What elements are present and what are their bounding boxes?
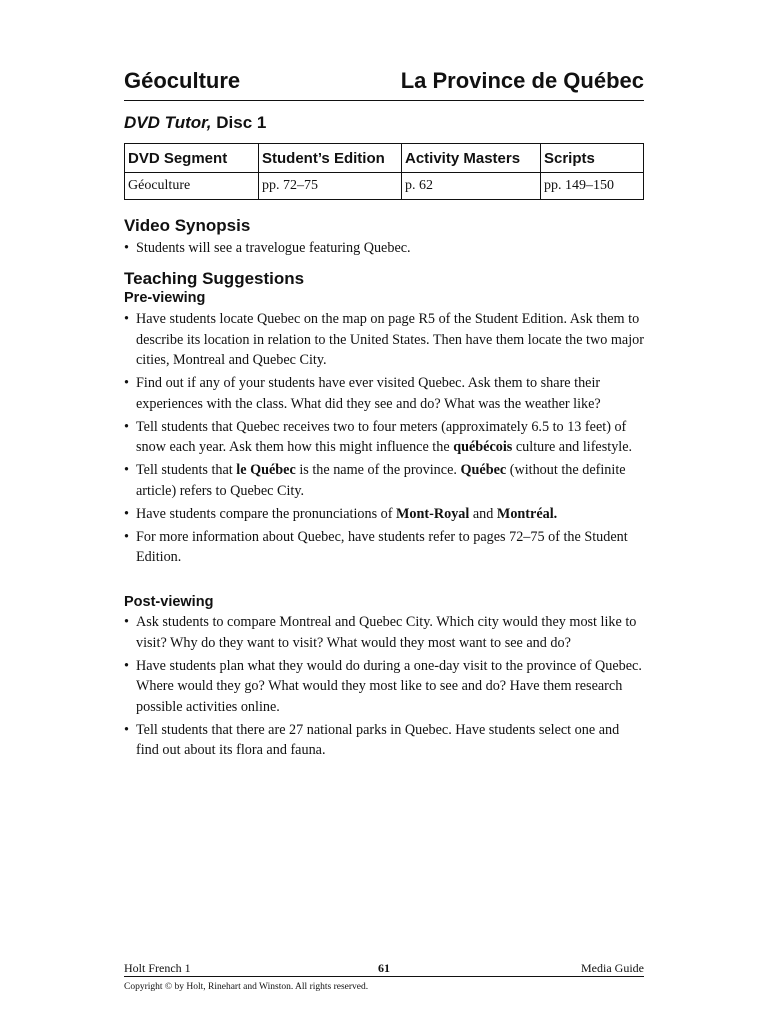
table-header-cell: Scripts [541, 144, 644, 173]
pre-viewing-list [124, 309, 644, 570]
table-cell: pp. 72–75 [259, 173, 402, 200]
copyright-notice: Copyright © by Holt, Rinehart and Winston. All rights reserved. [124, 982, 369, 992]
list-item: • Tell students that there are 27 national parks in Quebec. Have students select one and find out about its flora and fauna. [124, 720, 644, 761]
bold-term: Montréal. [496, 505, 558, 522]
page-header [124, 68, 644, 101]
list-item: • Students will see a travelogue featuring Quebec. [124, 238, 644, 259]
list-item [124, 460, 644, 501]
footer-book-title: Holt French 1 [124, 961, 191, 975]
teaching-suggestions-heading: Teaching Suggestions [124, 269, 305, 288]
table-cell: pp. 149–150 [541, 173, 644, 200]
bold-term: le Québec [236, 462, 296, 478]
page-number: 61 [378, 961, 390, 975]
table-cell: p. 62 [402, 173, 541, 200]
pre-viewing-heading: Pre-viewing [124, 290, 206, 306]
video-synopsis-list [124, 238, 644, 261]
text-run: Tell students that Quebec receives two to four meters (approximately 6.5 to 13 feet) of snow each year. Ask them how this might influence the [136, 418, 627, 455]
footer-guide-title: Media Guide [581, 961, 644, 975]
table-row [125, 173, 644, 200]
list-item: • Have students plan what they would do during a one-day visit to the province of Quebec. Where would they go? What would they most like to see and do? Have them research possible activities online. [124, 656, 644, 718]
list-item: • For more information about Quebec, have students refer to pages 72–75 of the Student Edition. [124, 527, 644, 568]
text-run: Have students compare the pronunciations of [136, 505, 397, 522]
list-item [124, 504, 644, 525]
dvd-tutor-heading [124, 113, 266, 133]
text-run: and [469, 505, 497, 522]
table-header-cell: Activity Masters [402, 144, 541, 173]
table-header-row [125, 144, 644, 173]
disc-label: Disc 1 [211, 113, 267, 132]
list-item: • Find out if any of your students have ever visited Quebec. Ask them to share their experiences with the class. What did they see and do? What was the weather like? [124, 373, 644, 414]
dvd-tutor-label: DVD Tutor, [124, 113, 212, 132]
bold-term: Mont-Royal [396, 505, 470, 522]
text-run: Tell students that [136, 462, 237, 478]
text-run: culture and lifestyle. [512, 439, 633, 455]
table-header-cell: Student’s Edition [259, 144, 402, 173]
dvd-segment-table [124, 143, 644, 200]
list-item: • Ask students to compare Montreal and Quebec City. Which city would they most like to visit? Why do they want to visit? What would they most want to see and do? [124, 612, 644, 653]
video-synopsis-heading: Video Synopsis [124, 216, 251, 235]
list-item [124, 417, 644, 458]
table-cell: Géoculture [125, 173, 259, 200]
post-viewing-heading: Post-viewing [124, 594, 214, 610]
bold-term: Québec [460, 462, 507, 478]
list-item: • Have students locate Quebec on the map on page R5 of the Student Edition. Ask them to describe its location in relation to the United States. Then have them locate the two major cities, Montreal and Quebec City. [124, 309, 644, 371]
page-footer [124, 959, 644, 977]
header-left-title: Géoculture [124, 68, 241, 93]
text-run: is the name of the province. [295, 462, 461, 478]
header-right-title: La Province de Québec [400, 68, 644, 93]
text-run: (without the definite article) refers to Quebec City. [136, 462, 626, 499]
table-header-cell: DVD Segment [125, 144, 259, 173]
post-viewing-list [124, 612, 644, 763]
bold-term: québécois [453, 439, 513, 455]
